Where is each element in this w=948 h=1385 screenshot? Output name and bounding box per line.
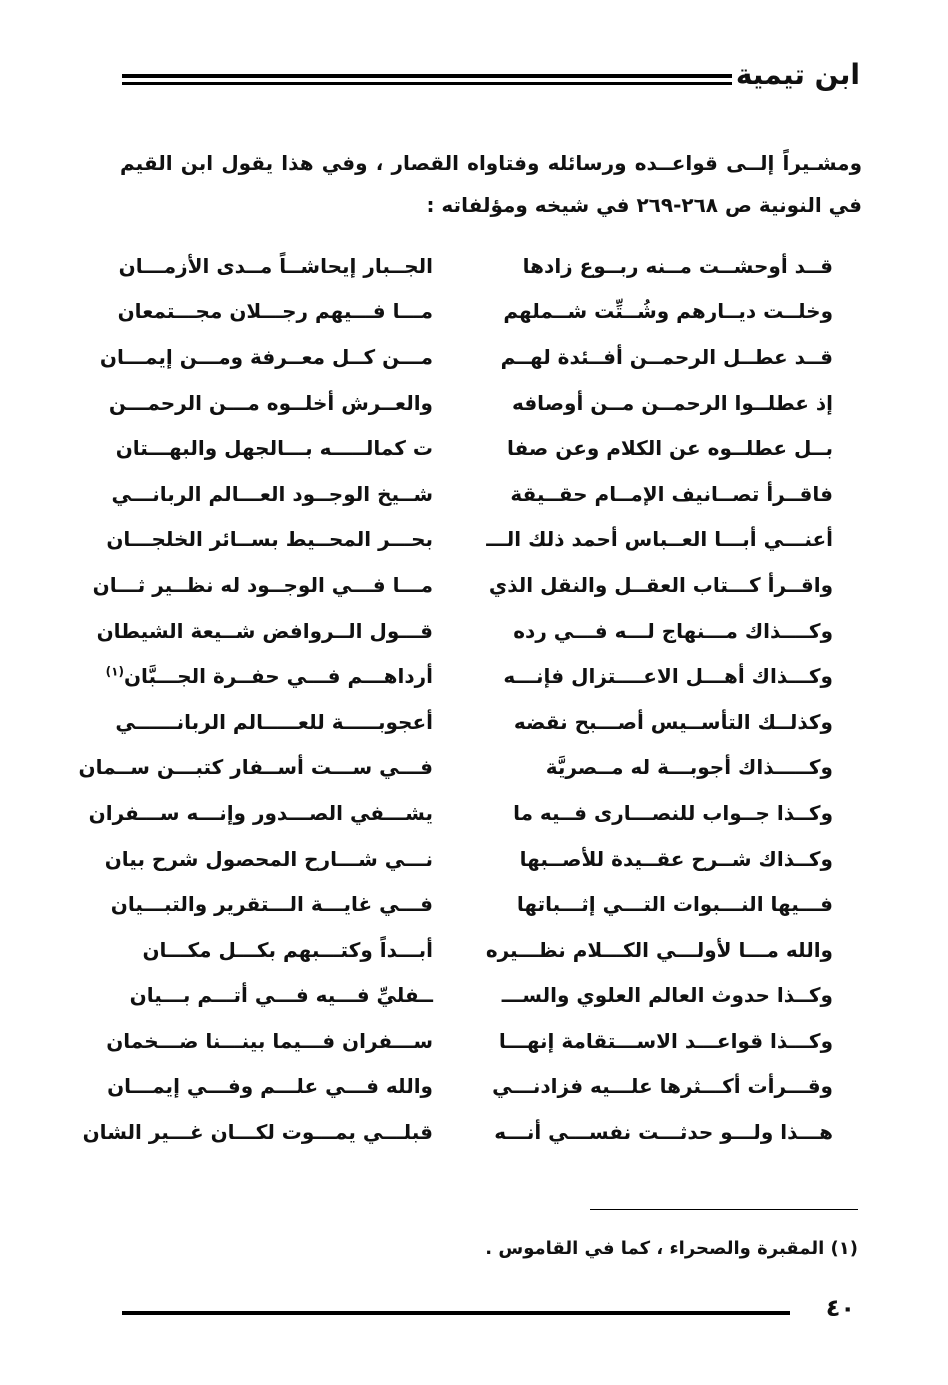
verse-line bbox=[96, 608, 833, 654]
verse-hemistich-second: مـــا فـــي الوجــود له نظــير ثـــان bbox=[92, 572, 433, 597]
verse-hemistich-first: فـــيها النـــبوات التـــي إثـــباتها bbox=[516, 892, 833, 917]
footnote: (١) المقبرة والصحراء ، كما في القاموس . bbox=[485, 1238, 858, 1259]
verse-hemistich-first: هـــذا ولـــو حدثـــت نفســـي أنـــه bbox=[494, 1120, 833, 1145]
verse-line bbox=[107, 1064, 833, 1110]
verse-hemistich-first: فاقــرأ تصــانيف الإمــام حقــيقة bbox=[510, 481, 833, 506]
verse-hemistich-first: وكـــذاك أهـــل الاعــــتزال فإنـــه bbox=[503, 664, 833, 689]
verse-hemistich-first: والله مـــا لأولـــي الكـــلام نظـــيره bbox=[485, 937, 833, 962]
verse-line bbox=[99, 334, 833, 380]
footnote-separator bbox=[590, 1209, 858, 1210]
verse-hemistich-second: مـــا فـــيهم رجـــلان مجـــتمعان bbox=[117, 299, 433, 324]
verse-hemistich-second: نـــي شـــارح المحصول شرح بيان bbox=[104, 846, 433, 871]
verse-line bbox=[110, 881, 833, 927]
verse-line bbox=[106, 517, 833, 563]
verse-hemistich-first: وكــذا حدوث العالم العلوي والســـ bbox=[501, 983, 833, 1008]
verse-line bbox=[104, 836, 833, 882]
verse-hemistich-first: قــد أوحشــت مــنه ربــوع زادها bbox=[522, 253, 833, 278]
intro-paragraph: ومشـيراً إلــى قواعــده ورسائله وفتاواه القصار ، وفي هذا يقول ابن القيم في النونية ص ٢٦٨-٢٦٩ في شيخه ومؤلفاته : bbox=[120, 151, 862, 217]
verse-hemistich-first: وكــذا جــواب للنصـــارى فــيه ما bbox=[513, 800, 833, 825]
verse-hemistich-second: أبـــداً وكتـــبهم بكـــل مكـــان bbox=[142, 937, 433, 962]
verse-line bbox=[115, 425, 833, 471]
header-rule-thick bbox=[122, 74, 732, 78]
verse-hemistich-first: وكـــــذاك أجوبـــة له مــصريَّة bbox=[545, 755, 833, 780]
verse-hemistich-first: وكــــذاك مـــنهاج لـــه فـــي رده bbox=[513, 618, 833, 643]
verse-line bbox=[106, 1018, 833, 1064]
verse-line bbox=[105, 653, 833, 699]
verse-hemistich-second: بحـــر المحــيط بســائر الخلجـــان bbox=[106, 527, 433, 552]
verse-hemistich-second: قبلـــي يمـــوت لكـــان غـــير الشان bbox=[82, 1120, 433, 1145]
verse-hemistich-first: إذ عطلــوا الرحمــن مــن أوصافه bbox=[511, 390, 833, 415]
poem bbox=[78, 243, 833, 1155]
verse-hemistich-first: وقـــرأت أكـــثرها علـــيه فزادنـــي bbox=[492, 1074, 833, 1099]
verse-line bbox=[118, 973, 833, 1019]
verse-hemistich-second: والعــرش أخلــوه مـــن الرحمـــن bbox=[108, 390, 433, 415]
verse-hemistich-second: ت كمالـــــه بـــالجهل والبهـــتان bbox=[115, 436, 433, 461]
verse-hemistich-first: وكــذاك شــرح عقــيدة للأصــبها bbox=[519, 846, 833, 871]
verse-hemistich-first: وكـــذا قواعـــد الاســـتقامة إنهـــا bbox=[498, 1028, 833, 1053]
header-rule-thin bbox=[122, 82, 732, 85]
footer-rule bbox=[122, 1311, 790, 1315]
verse-line bbox=[115, 699, 833, 745]
verse-hemistich-second: فـــي ســـت أســفار كتبـــن ســمان bbox=[78, 755, 433, 780]
page-number: ٤٠ bbox=[825, 1294, 855, 1322]
verse-hemistich-second: والله فـــي علـــم وفـــي إيمـــان bbox=[107, 1074, 433, 1099]
verse-hemistich-first: قــد عطــل الرحمــن أفــئدة لهــم bbox=[500, 344, 833, 369]
verse-hemistich-second: مـــن كــل معــرفة ومـــن إيمـــان bbox=[99, 344, 433, 369]
verse-hemistich-first: واقــرأ كـــتاب العقــل والنقل الذي bbox=[488, 572, 833, 597]
verse-hemistich-second: ــفليِّ فـــيه فـــي أتـــم بـــيان bbox=[129, 983, 433, 1008]
verse-line bbox=[82, 1109, 833, 1155]
verse-hemistich-second: يشـــفي الصـــدور وإنـــه ســـفران bbox=[88, 800, 433, 825]
verse-hemistich-second: شــيخ الوجــود العـــالم الربانـــي bbox=[111, 481, 433, 506]
verse-hemistich-second: الجــبار إيحاشــاً مــدى الأزمـــان bbox=[118, 253, 433, 278]
verse-line bbox=[111, 471, 833, 517]
footnote-marker: (١) bbox=[105, 664, 124, 679]
verse-hemistich-first: بــل عطلــوه عن الكلام وعن صفا bbox=[507, 436, 833, 461]
page-header-title: ابن تيمية bbox=[735, 58, 860, 91]
verse-hemistich-second: أعجوبـــــة للعـــــالم الربانــــــي bbox=[115, 709, 433, 734]
verse-line bbox=[118, 927, 833, 973]
verse-line bbox=[88, 790, 833, 836]
verse-hemistich-first: وكذلــك التأســيس أصـــبح نقضه bbox=[513, 709, 833, 734]
verse-hemistich-first: أعنـــي أبـــا العــباس أحمد ذلك الـــ bbox=[486, 527, 833, 552]
verse-hemistich-second: ســـفران فـــيما بينـــنا ضـــخمان bbox=[106, 1028, 433, 1053]
verse-hemistich-second: أرداهـــم فـــي حفــرة الجـــبَّان$^{(١)}$ bbox=[105, 664, 433, 689]
verse-hemistich-second: قـــول الــروافض شــيعة الشيطان bbox=[96, 618, 433, 643]
verse-hemistich-second: فـــي غايـــة الـــتقرير والتبـــيان bbox=[110, 892, 433, 917]
verse-line bbox=[118, 243, 833, 289]
verse-line bbox=[92, 562, 833, 608]
verse-line bbox=[78, 745, 833, 791]
verse-hemistich-first: وخلــت ديــارهم وشُــتِّت شــملهم bbox=[503, 299, 833, 324]
verse-line bbox=[108, 380, 833, 426]
verse-line bbox=[118, 289, 833, 335]
